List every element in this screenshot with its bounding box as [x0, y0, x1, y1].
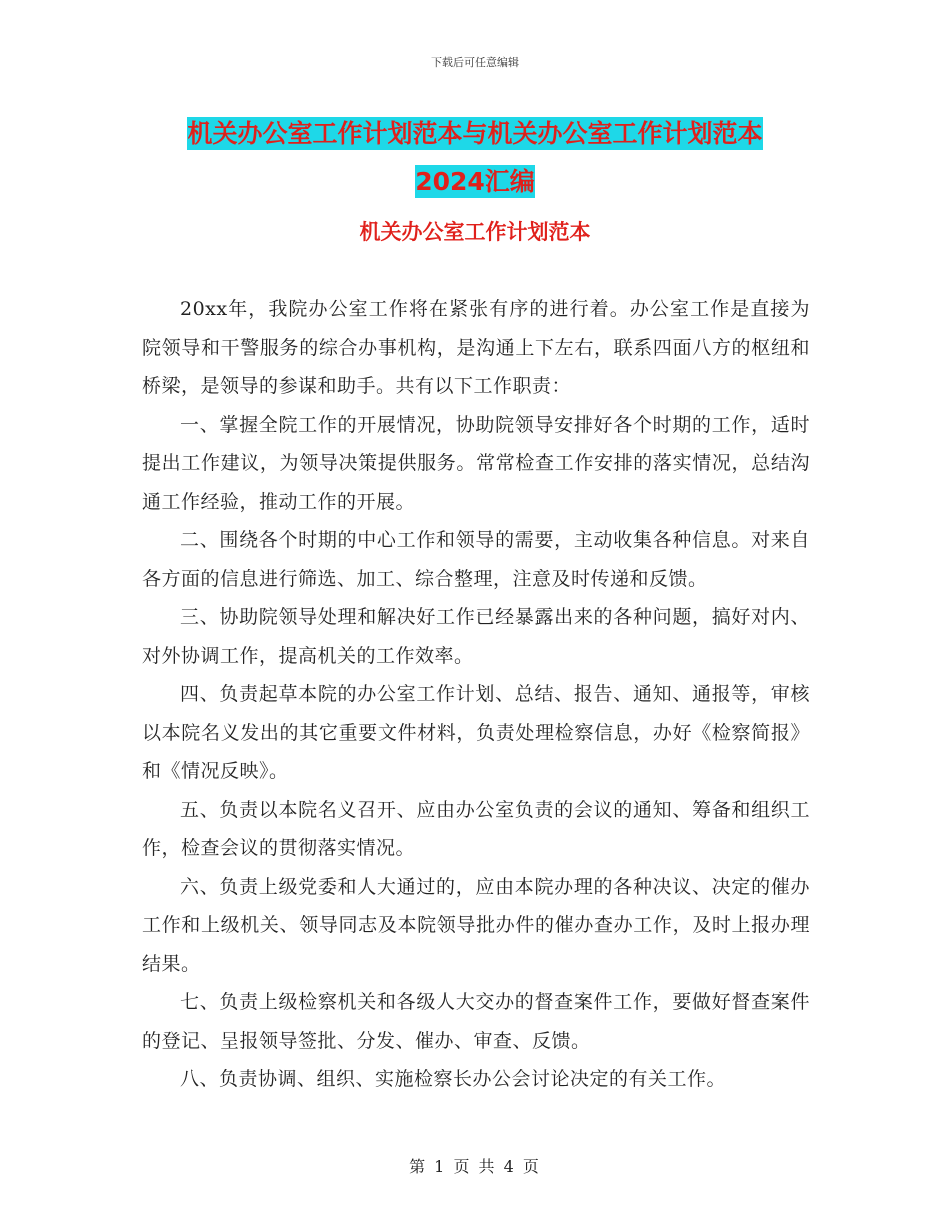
paragraph: 三、协助院领导处理和解决好工作已经暴露出来的各种问题，搞好对内、对外协调工作，提高机关的工作效率。 [142, 606, 810, 667]
document-body [142, 290, 810, 1099]
document-title [0, 110, 950, 206]
paragraph: 一、掌握全院工作的开展情况，协助院领导安排好各个时期的工作，适时提出工作建议，为领导决策提供服务。常常检查工作安排的落实情况，总结沟通工作经验，推动工作的开展。 [142, 413, 810, 513]
page-number: 第 1 页 共 4 页 [409, 1157, 541, 1176]
page-header-note: 下载后可任意编辑 [431, 56, 519, 69]
section-title: 机关办公室工作计划范本 [359, 220, 591, 244]
paragraph: 七、负责上级检察机关和各级人大交办的督查案件工作，要做好督查案件的登记、呈报领导签批、分发、催办、审查、反馈。 [142, 991, 810, 1052]
paragraph: 六、负责上级党委和人大通过的，应由本院办理的各种决议、决定的催办工作和上级机关、领导同志及本院领导批办件的催办查办工作，及时上报办理结果。 [142, 875, 810, 975]
paragraph: 二、围绕各个时期的中心工作和领导的需要，主动收集各种信息。对来自各方面的信息进行筛选、加工、综合整理，注意及时传递和反馈。 [142, 529, 810, 590]
paragraph: 四、负责起草本院的办公室工作计划、总结、报告、通知、通报等，审核以本院名义发出的其它重要文件材料，负责处理检察信息，办好《检察简报》和《情况反映》。 [142, 683, 810, 782]
paragraph: 八、负责协调、组织、实施检察长办公会讨论决定的有关工作。 [180, 1068, 727, 1090]
title-line-2: 2024汇编 [415, 167, 535, 196]
title-line-1: 机关办公室工作计划范本与机关办公室工作计划范本 [187, 119, 763, 148]
paragraph: 五、负责以本院名义召开、应由办公室负责的会议的通知、筹备和组织工作，检查会议的贯彻落实情况。 [142, 798, 810, 859]
paragraph: 20xx年，我院办公室工作将在紧张有序的进行着。办公室工作是直接为院领导和干警服务的综合办事机构，是沟通上下左右，联系四面八方的枢纽和桥梁，是领导的参谋和助手。共有以下工作职责： [142, 298, 810, 397]
